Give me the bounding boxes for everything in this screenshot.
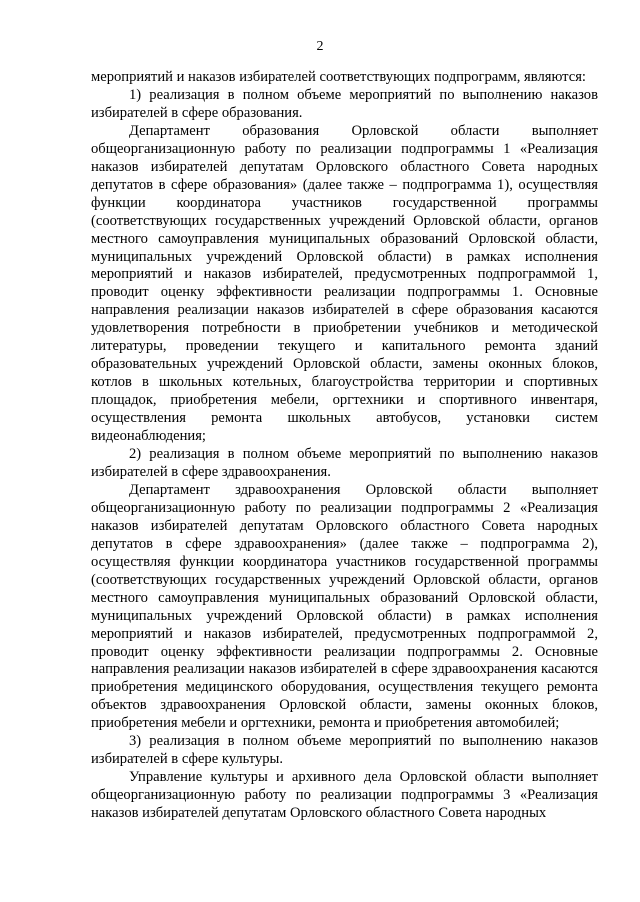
paragraph-culture-department: Управление культуры и архивного дела Орловской области выполняет общеорганизационную работу по реализации подпрограммы 3 «Реализация наказов избирателей депутатам Орловского областного Совета народных xyxy=(91,769,598,822)
paragraph-intro-continuation: мероприятий и наказов избирателей соответствующих подпрограмм, являются: xyxy=(91,69,586,85)
paragraph-healthcare-department: Департамент здравоохранения Орловской области выполняет общеорганизационную работу по реализации подпрограммы 2 «Реализация наказов избирателей депутатам Орловского областного Совета народных депутатов в сфере здравоохранения» (далее также – подпрограмма 2), осуществляя функции координатора участников государственной программы (соответствующих государственных учреждений Орловской области, органов местного самоуправления муниципальных образований Орловской области, муниципальных учреждений Орловской области) в рамках исполнения мероприятий и наказов избирателей, предусмотренных подпрограммой 2, проводит оценку эффективности реализации подпрограммы 2. Основные направления реализации наказов избирателей в сфере здравоохранения касаются приобретения медицинского оборудования, осуществления текущего ремонта объектов здравоохранения Орловской области, замены оконных блоков, приобретения мебели и оргтехники, ремонта и приобретения автомобилей; xyxy=(91,481,598,732)
paragraph-education-department: Департамент образования Орловской области выполняет общеорганизационную работу по реализации подпрограммы 1 «Реализация наказов избирателей депутатам Орловского областного Совета народных депутатов в сфере образования» (далее также – подпрограмма 1), осуществляя функции координатора участников государственной программы (соответствующих государственных учреждений Орловской области, органов местного самоуправления муниципальных образований Орловской области, муниципальных учреждений Орловской области) в рамках исполнения мероприятий и наказов избирателей, предусмотренных подпрограммой 1, проводит оценку эффективности реализации подпрограммы 1. Основные направления реализации наказов избирателей в сфере образования касаются удовлетворения потребности в приобретении учебников и методической литературы, проведении текущего и капитального ремонта зданий образовательных учреждений Орловской области, замены оконных блоков, котлов в школьных котельных, благоустройства территории и спортивных площадок, приобретения мебели, оргтехники и спортивного инвентаря, осуществления ремонта школьных автобусов, установки систем видеонаблюдения; xyxy=(91,122,598,445)
page-number: 2 xyxy=(316,39,324,54)
paragraph-item-2-healthcare: 2) реализация в полном объеме мероприятий по выполнению наказов избирателей в сфере здравоохранения. xyxy=(91,446,598,480)
paragraph-item-1-education: 1) реализация в полном объеме мероприятий по выполнению наказов избирателей в сфере образования. xyxy=(91,86,598,121)
paragraph-item-3-culture: 3) реализация в полном объеме мероприятий по выполнению наказов избирателей в сфере культуры. xyxy=(91,733,598,768)
document-body xyxy=(91,69,598,823)
